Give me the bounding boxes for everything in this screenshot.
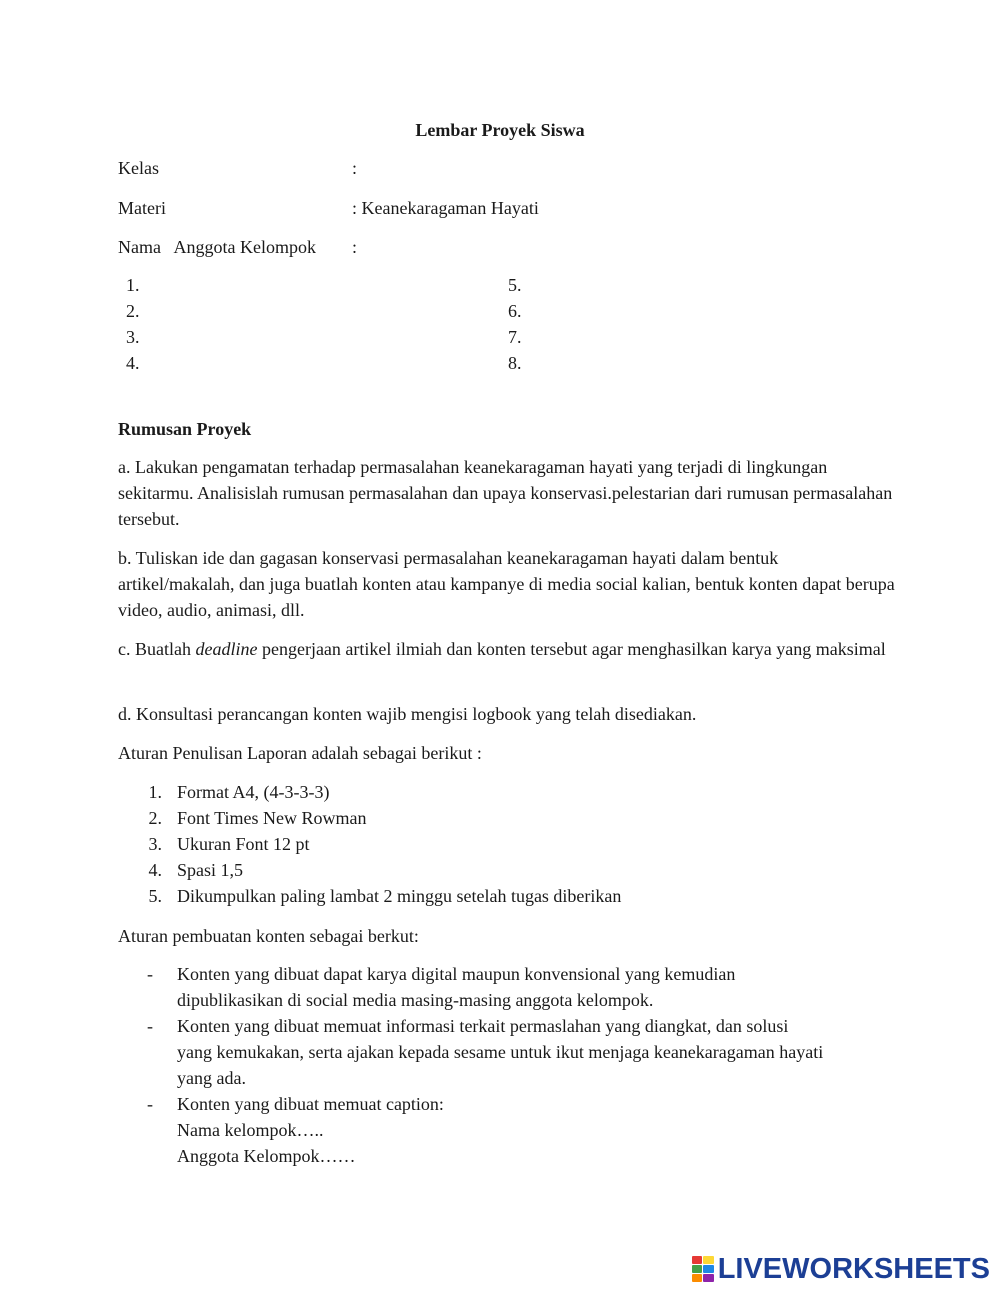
field-value-materi: : Keanekaragaman Hayati	[352, 198, 539, 218]
list-item-line: Anggota Kelompok……	[177, 1146, 356, 1166]
section-heading-rumusan: Rumusan Proyek	[118, 419, 252, 439]
list-number: 2.	[148, 808, 162, 828]
list-item-line: Nama kelompok…..	[177, 1120, 324, 1140]
list-item-line: Konten yang dibuat dapat karya digital maupun konvensional yang kemudian	[177, 964, 736, 984]
list-number: 4.	[148, 860, 162, 880]
list-item-line: yang kemukakan, serta ajakan kepada sesame untuk ikut menjaga keanekaragaman hayati	[177, 1042, 824, 1062]
bullet-dash: -	[147, 1016, 153, 1036]
paragraph-c-start: c. Buatlah	[118, 639, 196, 659]
member-number: 3.	[126, 327, 140, 347]
page-title: Lembar Proyek Siswa	[415, 120, 585, 140]
field-label-kelas: Kelas	[118, 158, 159, 178]
laporan-intro: Aturan Penulisan Laporan adalah sebagai berikut :	[118, 743, 482, 763]
field-label-materi: Materi	[118, 198, 166, 218]
bullet-dash: -	[147, 964, 153, 984]
list-item-line: dipublikasikan di social media masing-masing anggota kelompok.	[177, 990, 654, 1010]
member-number: 6.	[508, 301, 522, 321]
member-number: 2.	[126, 301, 140, 321]
list-number: 5.	[148, 886, 162, 906]
paragraph-c-italic: deadline	[195, 639, 258, 659]
field-value-anggota: :	[352, 237, 358, 257]
logo-block	[703, 1256, 714, 1264]
list-item: Font Times New Rowman	[177, 808, 367, 828]
member-number: 8.	[508, 353, 522, 373]
member-number: 1.	[126, 275, 140, 295]
list-item-line: Konten yang dibuat memuat caption:	[177, 1094, 444, 1114]
logo-block	[703, 1265, 714, 1273]
list-item: Format A4, (4-3-3-3)	[177, 782, 330, 802]
paragraph-b: b. Tuliskan ide dan gagasan konservasi permasalahan keanekaragaman hayati dalam bentuk artikel/makalah, dan juga buatlah konten atau kampanye di media social kalian, bentuk konten dapat berupa video, audio, animasi, dll.	[118, 548, 895, 620]
list-item: Spasi 1,5	[177, 860, 244, 880]
konten-intro: Aturan pembuatan konten sebagai berkut:	[118, 926, 419, 946]
logo-text: LIVEWORKSHEETS	[717, 1252, 990, 1285]
liveworksheets-logo[interactable]	[692, 1254, 990, 1284]
logo-block	[692, 1274, 703, 1282]
bullet-dash: -	[147, 1094, 153, 1114]
member-number: 5.	[508, 275, 522, 295]
paragraph-a: a. Lakukan pengamatan terhadap permasalahan keanekaragaman hayati yang terjadi di lingkungan sekitarmu. Analisislah rumusan permasalahan dan upaya konservasi.pelestarian dari rumusan permasalahan tersebut.	[118, 457, 893, 529]
liveworksheets-logo-icon	[692, 1256, 714, 1282]
list-number: 1.	[148, 782, 162, 802]
paragraph-c	[118, 636, 898, 662]
member-number: 4.	[126, 353, 140, 373]
list-number: 3.	[148, 834, 162, 854]
paragraph-d: d. Konsultasi perancangan konten wajib mengisi logbook yang telah disediakan.	[118, 704, 697, 724]
logo-block	[692, 1256, 703, 1264]
logo-block	[692, 1265, 703, 1273]
paragraph-c-end: pengerjaan artikel ilmiah dan konten tersebut agar menghasilkan karya yang maksimal	[257, 639, 886, 659]
field-value-kelas: :	[352, 158, 358, 178]
member-number: 7.	[508, 327, 522, 347]
logo-block	[703, 1274, 714, 1282]
field-label-anggota: Nama Anggota Kelompok	[118, 237, 316, 257]
list-item: Ukuran Font 12 pt	[177, 834, 310, 854]
list-item-line: Konten yang dibuat memuat informasi terkait permaslahan yang diangkat, dan solusi	[177, 1016, 789, 1036]
list-item: Dikumpulkan paling lambat 2 minggu setelah tugas diberikan	[177, 886, 622, 906]
list-item-line: yang ada.	[177, 1068, 246, 1088]
